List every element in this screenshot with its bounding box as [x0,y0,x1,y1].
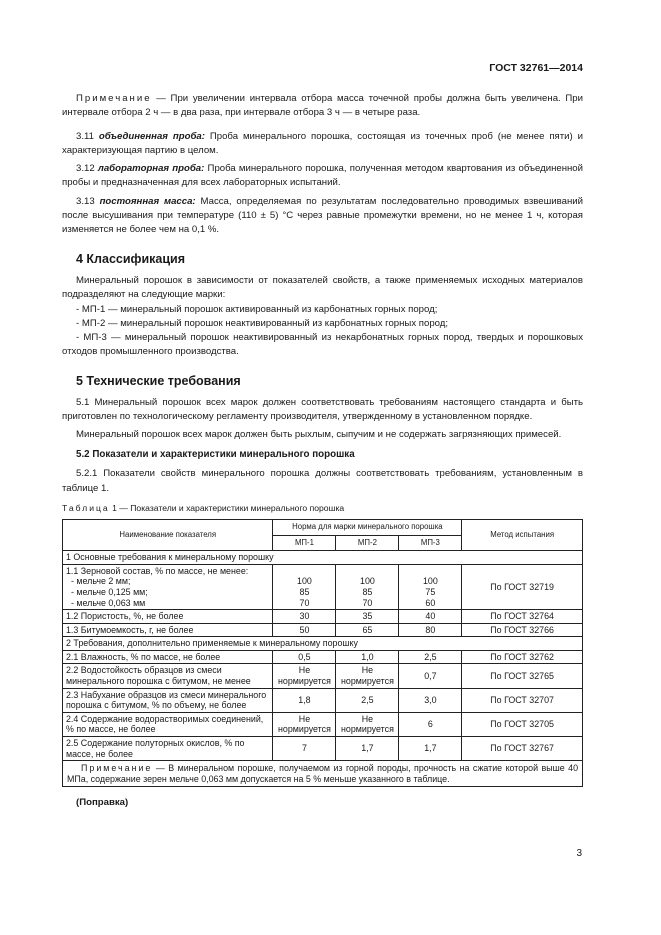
table-caption-text: 1 — Показатели и характеристики минерального порошка [109,502,345,513]
note-paragraph [62,92,583,121]
cell-method: По ГОСТ 32762 [462,650,583,664]
table-row [63,564,583,609]
definition-3-12 [62,162,583,191]
paragraph-5-1: 5.1 Минеральный порошок всех марок должен соответствовать требованиям настоящего стандарта и быть приготовлен по технологическому регламенту производителя, утвержденному в установленном порядке. [62,397,583,423]
grade-item: - МП-3 — минеральный порошок неактивированный из некарбонатных горных пород, твердых и порошковых отходов промышленного производства. [62,332,583,358]
row-name: 2.3 Набухание образцов из смеси минерального порошка с битумом, % по объему, не более [63,688,273,712]
note-label: Примечание [76,93,152,104]
table-row [63,610,583,624]
group-title: 1 Основные требования к минеральному порошку [63,551,583,565]
document-body [62,92,583,811]
table-header-row [63,520,583,536]
header-method: Метод испытания [462,520,583,551]
cell-method: По ГОСТ 32707 [462,688,583,712]
definition-number: 3.11 [76,130,99,142]
row-name: 2.2 Водостойкость образцов из смеси минерального порошка с битумом, не менее [63,664,273,688]
definition-3-11 [62,130,583,159]
table-group-row [63,637,583,651]
definition-text: Проба минерального порошка, полученная методом квартования из объединенной пробы и предназначенная для всех лабораторных испытаний. [62,163,583,189]
row-name: 1.3 Битумоемкость, г, не более [63,623,273,637]
table-row [63,688,583,712]
cell-value: 85 [362,586,373,597]
cell-mp3 [399,564,462,609]
grade-item: - МП-1 — минеральный порошок активированный из карбонатных горных пород; [76,303,438,315]
definition-text: Проба минерального порошка, состоящая из точечных проб (не менее пяти) и характеризующая партию в целом. [62,130,583,156]
table-row [63,712,583,736]
definition-term: объединенная проба: [98,130,205,142]
cell-value: 100 [422,576,438,587]
cell-mp1 [273,564,336,609]
row-name: 1.2 Пористость, %, не более [63,610,273,624]
section-5-title: 5 Технические требования [76,373,241,388]
cell-mp2 [336,564,399,609]
subsection-5-2-title: 5.2 Показатели и характеристики минерального порошка [76,448,355,460]
cell-method: По ГОСТ 32766 [462,623,583,637]
cell-mp2: Не нормируется [336,712,399,736]
header-mp3: МП-3 [399,535,462,551]
header-mp2: МП-2 [336,535,399,551]
table-note-row [63,761,583,787]
row-name-line: - мельче 2 мм; [71,576,131,587]
table-row [63,737,583,761]
cell-mp3: 6 [399,712,462,736]
cell-method: По ГОСТ 32765 [462,664,583,688]
cell-mp1: 7 [273,737,336,761]
definition-term: лабораторная проба: [97,163,205,175]
cell-mp3: 2,5 [399,650,462,664]
table-caption-label: Таблица [62,502,110,513]
row-name-line: - мельче 0,125 мм; [71,586,148,597]
cell-mp1: 30 [273,610,336,624]
note-text: — При увеличении интервала отбора масса точечной пробы должна быть увеличена. При интервале отбора 2 ч — в два раза, при интервале отбора 3 ч — в четыре раза. [62,93,583,119]
row-name: 2.4 Содержание водорастворимых соединений, % по массе, не более [63,712,273,736]
row-name: 2.1 Влажность, % по массе, не более [63,650,273,664]
cell-value: 70 [299,597,310,608]
cell-mp2: Не нормируется [336,664,399,688]
row-name: 2.5 Содержание полуторных окислов, % по массе, не более [63,737,273,761]
header-mp1: МП-1 [273,535,336,551]
table-group-row [63,551,583,565]
paragraph-5-2-1: 5.2.1 Показатели свойств минерального порошка должны соответствовать требованиям, установленным в таблице 1. [62,468,583,494]
cell-value: 100 [360,576,375,587]
definition-number: 3.13 [76,195,100,207]
standard-header: ГОСТ 32761—2014 [489,62,583,74]
definition-text: Масса, определяемая по результатам последовательно проводимых взвешиваний после высушивания при температуре (110 ± 5) °С через равные промежутки времени, но не менее 1 ч, которая изменяется не более чем на 0,1 %. [62,195,583,236]
cell-mp2: 1,7 [336,737,399,761]
table-row [63,664,583,688]
paragraph-5-1-cont: Минеральный порошок всех марок должен быть рыхлым, сыпучим и не содержать загрязняющих примесей. [76,428,562,440]
page-number: 3 [576,848,582,859]
definition-3-13 [62,195,583,238]
table-note-text: — В минеральном порошке, получаемом из горной породы, прочность на сжатие которой выше 40 МПа, содержание зерен мельче 0,063 мм допускается на 5 % меньше указанного в таблице. [67,763,578,784]
section-4-intro: Минеральный порошок в зависимости от показателей свойств, а также применяемых исходных материалов подразделяют на следующие марки: [62,274,583,301]
cell-mp3: 80 [399,623,462,637]
table-row [63,650,583,664]
grade-item: - МП-2 — минеральный порошок неактивированный из карбонатных горных пород; [76,317,449,329]
table-row [63,623,583,637]
cell-value: 100 [297,576,312,587]
cell-mp2: 35 [336,610,399,624]
cell-mp3: 1,7 [399,737,462,761]
definition-number: 3.12 [76,163,98,175]
cell-method: По ГОСТ 32719 [462,564,583,609]
cell-mp2: 65 [336,623,399,637]
table-note [63,761,583,787]
cell-value: 75 [425,586,436,597]
cell-mp1: 50 [273,623,336,637]
cell-mp1: Не нормируется [273,712,336,736]
cell-method: По ГОСТ 32764 [462,610,583,624]
header-norm: Норма для марки минерального порошка [273,520,462,536]
table-note-label: Примечание [81,763,153,774]
group-title: 2 Требования, дополнительно применяемые к минеральному порошку [63,637,583,651]
cell-mp1: 1,8 [273,688,336,712]
cell-mp2: 2,5 [336,688,399,712]
cell-value: 70 [362,597,373,608]
header-name: Наименование показателя [63,520,273,551]
row-name-line: - мельче 0,063 мм [71,597,146,608]
row-name [63,564,273,609]
cell-value: 60 [425,597,436,608]
cell-value: 85 [299,586,310,597]
cell-method: По ГОСТ 32705 [462,712,583,736]
cell-mp1: Не нормируется [273,664,336,688]
cell-mp3: 3,0 [399,688,462,712]
cell-mp3: 40 [399,610,462,624]
cell-mp2: 1,0 [336,650,399,664]
amendment-note: (Поправка) [76,797,129,809]
definition-term: постоянная масса: [99,195,196,207]
table-caption [62,501,583,515]
section-4-title: 4 Классификация [76,251,186,266]
cell-method: По ГОСТ 32767 [462,737,583,761]
cell-mp1: 0,5 [273,650,336,664]
cell-mp3: 0,7 [399,664,462,688]
row-name-line: 1.1 Зерновой состав, % по массе, не менее: [66,565,249,576]
requirements-table [62,519,583,787]
